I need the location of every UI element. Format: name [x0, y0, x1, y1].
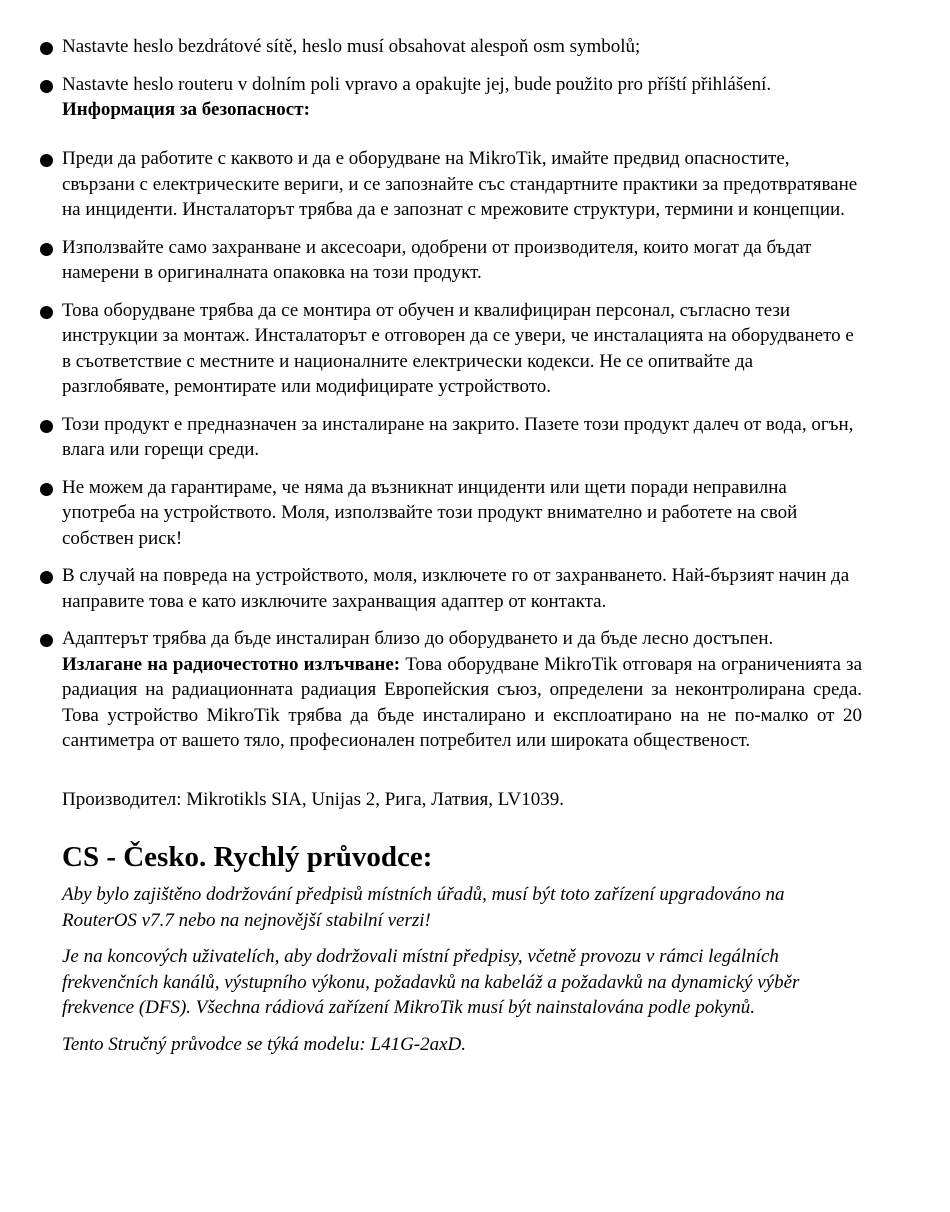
bullet-icon [40, 634, 53, 647]
list-item [0, 563, 950, 614]
bullet-text: Nastavte heslo routeru v dolním poli vpravo a opakujte jej, bude použito pro příští přihlášení. [62, 73, 772, 95]
safety-heading: Информация за безопасност: [62, 99, 310, 120]
bullet-icon [40, 42, 53, 55]
rf-exposure-paragraph [62, 652, 862, 754]
list-item [0, 146, 950, 223]
manufacturer-line: Производител: Mikrotikls SIA, Unijas 2, Рига, Латвия, LV1039. [62, 789, 565, 810]
bullet-text: Nastavte heslo bezdrátové sítě, heslo musí obsahovat alespoň osm symbolů; [62, 36, 641, 57]
list-item [0, 298, 950, 400]
bullet-text: Преди да работите с каквото и да е оборудване на MikroTik, имайте предвид опасностите, свързани с електрическите вериги, и се запознайте със стандартните практики за предотвратяване на инциденти. Инсталаторът трябва да е запознат с мрежовите структури, термини и концепции. [62, 148, 858, 220]
section-title: CS - Česko. Rychlý průvodce: [62, 841, 433, 873]
bullet-text: Този продукт е предназначен за инсталиране на закрито. Пазете този продукт далеч от вода, огън, влага или горещи среди. [62, 413, 854, 460]
cs-paragraph: Tento Stručný průvodce se týká modelu: L41G-2axD. [62, 1033, 467, 1055]
bullet-icon [40, 420, 53, 433]
list-item [0, 235, 950, 286]
bullet-text: Това оборудване трябва да се монтира от обучен и квалифициран персонал, съгласно тези инструкции за монтаж. Инсталаторът е отговорен да се увери, че инсталацията на оборудването е в съответствие с местните и националните електрически кодекси. Не се опитвайте да разглобявате, ремонтирате или модифицирате устройството. [62, 299, 854, 397]
top-bullet-list [0, 34, 950, 123]
bullet-icon [40, 306, 53, 319]
cs-paragraph: Aby bylo zajištěno dodržování předpisů místních úřadů, musí být toto zařízení upgradováno na RouterOS v7.7 nebo na nejnovější stabilní verzi! [62, 884, 785, 931]
bullet-icon [40, 154, 53, 167]
bullet-icon [40, 483, 53, 496]
list-item [0, 34, 950, 60]
list-item [0, 412, 950, 463]
bullet-text: В случай на повреда на устройството, моля, изключете го от захранването. Най-бързият начин да направите това е като изключите захранващия адаптер от контакта. [62, 565, 850, 612]
bullet-icon [40, 80, 53, 93]
cs-paragraph: Je na koncových uživatelích, aby dodržovali místní předpisy, včetně provozu v rámci legálních frekvenčních kanálů, výstupního výkonu, požadavků na kabeláž a požadavků na dynamický výběr frekvence (DFS). Všechna rádiová zařízení MikroTik musí být nainstalována podle pokynů. [62, 946, 800, 1018]
bullet-icon [40, 571, 53, 584]
list-item [0, 626, 950, 754]
bullet-text: Не можем да гарантираме, че няма да възникнат инциденти или щети поради неправилна употреба на устройството. Моля, използвайте този продукт внимателно и работете на свой собствен риск! [62, 476, 798, 549]
rf-exposure-text: Това оборудване MikroTik отговаря на ограниченията за радиация на радиационната радиация Европейския съюз, определени за неконтролирана среда. Това устройство MikroTik трябва да бъде инсталирано и експлоатирано на не по-малко от 20 сантиметра от вашето тяло, професионален потребител или широката общественост. [62, 653, 862, 751]
bullet-text: Адаптерът трябва да бъде инсталиран близо до оборудването и да бъде лесно достъпен. [62, 628, 774, 649]
bullet-text: Използвайте само захранване и аксесоари, одобрени от производителя, които могат да бъдат намерени в оригиналната опаковка на този продукт. [62, 236, 812, 283]
rf-exposure-label: Излагане на радиочестотно излъчване: [62, 653, 401, 675]
bullet-icon [40, 243, 53, 256]
safety-bullet-list [0, 146, 950, 754]
cs-section [0, 882, 950, 1057]
list-item [0, 475, 950, 552]
list-item [0, 72, 950, 123]
